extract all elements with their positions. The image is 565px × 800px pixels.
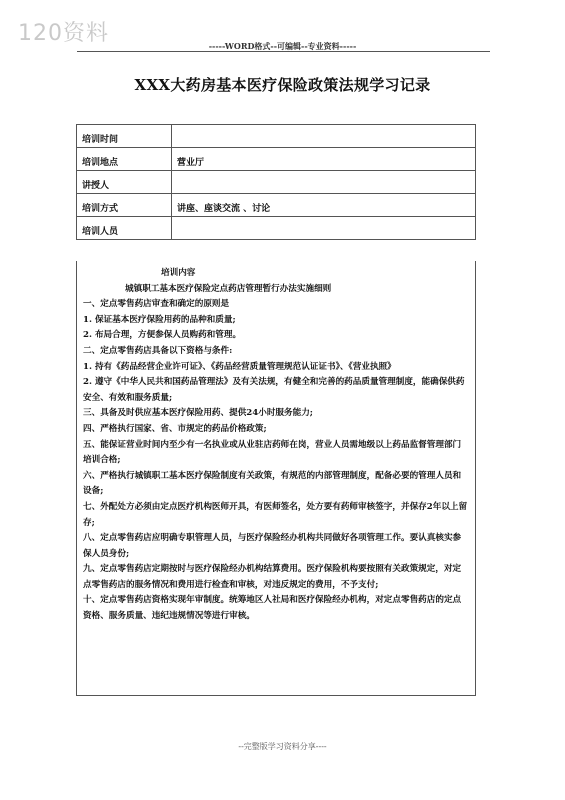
training-content-section: [76, 261, 476, 696]
row-training-method: [77, 194, 476, 217]
content-line: 十、定点零售药店资格实现年审制度。统筹地区人社局和医疗保险经办机构，对定点零售药店的定点资格、服务质量、违纪违规情况等进行审核。: [83, 595, 462, 622]
content-line: 三、具备及时供应基本医疗保险用药、提供24小时服务能力;: [83, 408, 313, 419]
content-line: 2. 遵守《中华人民共和国药品管理法》及有关法规，有健全和完善的药品质量管理制度，能确保供药安全、有效和服务质量;: [83, 377, 465, 403]
content-line: 八、定点零售药店应明确专职管理人员，与医疗保险经办机构共同做好各项管理工作。要认真核实参保人员身份;: [83, 533, 462, 559]
label-lecturer: 讲授人: [77, 171, 172, 194]
page-footer: --完整版学习资料分享----: [238, 742, 327, 751]
row-trainees: [77, 217, 476, 240]
content-line: 二、定点零售药店具备以下资格与条件:: [83, 345, 233, 356]
row-lecturer: [77, 171, 476, 194]
page-header: -----WORD格式--可编辑--专业资料-----: [208, 41, 357, 51]
content-line: 六、严格执行城镇职工基本医疗保险制度有关政策，有规范的内部管理制度，配备必要的管理人员和设备;: [83, 470, 462, 497]
content-subtitle: 城镇职工基本医疗保险定点药店管理暂行办法实施细则: [125, 283, 332, 294]
content-line: 五、能保证营业时间内至少有一名执业或从业驻店药师在岗，营业人员需地级以上药品监督管理部门培训合格;: [83, 439, 462, 466]
watermark-logo: 120资料: [18, 21, 109, 46]
label-trainees: 培训人员: [77, 217, 172, 240]
value-trainees[interactable]: [172, 217, 476, 240]
value-training-location[interactable]: 营业厅: [172, 148, 476, 171]
document-title: XXX大药房基本医疗保险政策法规学习记录: [134, 76, 431, 94]
label-training-location: 培训地点: [77, 148, 172, 171]
label-training-method: 培训方式: [77, 194, 172, 217]
content-line: 1. 保证基本医疗保险用药的品种和质量;: [83, 314, 236, 325]
content-line: 七、外配处方必须由定点医疗机构医师开具，有医师签名，处方要有药师审核签字，并保存2年以上留存;: [83, 501, 468, 528]
content-line: 四、严格执行国家、省、市规定的药品价格政策;: [83, 423, 267, 434]
content-line: 2. 布局合理，方便参保人员购药和管理。: [83, 330, 242, 341]
value-training-method[interactable]: 讲座、座谈交流 、讨论: [172, 194, 476, 217]
content-line: 一、定点零售药店审查和确定的原则是: [83, 299, 230, 310]
row-training-location: [77, 148, 476, 171]
header-divider: [77, 51, 490, 52]
content-line: 1. 持有《药品经营企业许可证》、《药品经营质量管理规范认证证书》、《营业执照》: [83, 361, 396, 372]
training-record-table: [76, 124, 476, 240]
row-training-time: [77, 125, 476, 148]
label-training-time: 培训时间: [77, 125, 172, 148]
content-caption: 培训内容: [161, 268, 196, 278]
value-lecturer[interactable]: [172, 171, 476, 194]
value-training-time[interactable]: [172, 125, 476, 148]
content-line: 九、定点零售药店定期按时与医疗保险经办机构结算费用。医疗保险机构要按照有关政策规定，对定点零售药店的服务情况和费用进行检查和审核，对违反规定的费用，不予支付;: [83, 564, 462, 590]
